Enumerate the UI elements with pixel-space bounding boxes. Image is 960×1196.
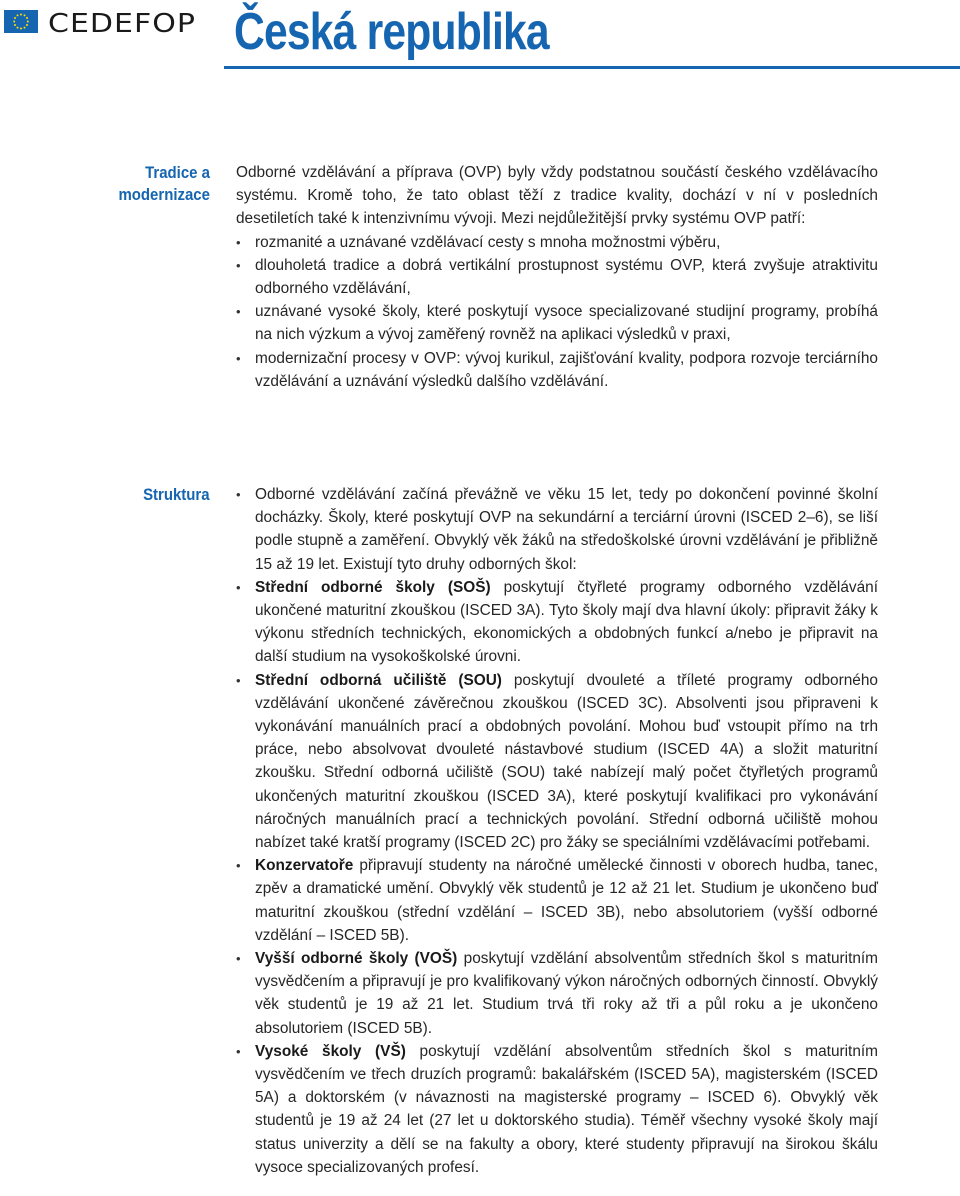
list-item: • dlouholetá tradice a dobrá vertikální prostupnost systému OVP, která zvyšuje atraktivitu odborného vzdělávání, [236,254,878,300]
list-item: • uznávané vysoké školy, které poskytují vysoce specializované studijní programy, probíhá na nich výzkum a vývoj zaměřený rovněž na aplikaci výsledků v praxi, [236,300,878,346]
page-title: Česká republika [234,3,549,61]
list-item: • Odborné vzdělávání začíná převážně ve věku 15 let, tedy po dokončení povinné školní docházky. Školy, které poskytují OVP na sekundární a terciární úrovni (ISCED 2–6), se liší podle stupně a zaměření. Obvyklý věk žáků na středoškolské úrovni vzdělávání je přibližně 15 až 19 let. Existují tyto druhy odborných škol: [236,483,878,576]
section-label-struktura: Struktura [143,485,210,504]
list-item: • Vyšší odborné školy (VOŠ) poskytují vzdělání absolventům středních škol s maturitním vysvědčením a připravují je pro kvalifikovaný výkon náročných odborných činností. Obvyklý věk studentů je 19 až 21 let. Studium trvá tři roky až tři a půl roku a je ukončeno absolutoriem (ISCED 5B). [236,947,878,1040]
list-item: • rozmanité a uznávané vzdělávací cesty s mnoha možnostmi výběru, [236,231,878,254]
list-item: • Vysoké školy (VŠ) poskytují vzdělání absolventům středních škol s maturitním vysvědčením ve třech druzích programů: bakalářském (ISCED 5A), magisterském (ISCED 5A) a doktorském (v návaznosti na magisterské programy – ISCED 6). Obvyklý věk studentů je 19 až 24 let (27 let u doktorského studia). Téměř všechny vysoké školy mají status univerzity a dělí se na fakulty a obory, které studenty připravují na širokou škálu vysoce specializovaných profesí. [236,1040,878,1179]
feature-list [236,231,878,393]
section-struktura-content [236,483,878,1179]
list-item: • Střední odborné školy (SOŠ) poskytují čtyřleté programy odborného vzdělávání ukončené maturitní zkouškou (ISCED 3A). Tyto školy mají dva hlavní úkoly: připravit žáky k výkonu středních technických, ekonomických a obdobných funkcí a/nebo je připravit na další studium na vysokoškolské úrovni. [236,576,878,669]
cedefop-logo: CEDEFOP [48,9,196,39]
list-item: • Konzervatoře připravují studenty na náročné umělecké činnosti v oborech hudba, tanec, zpěv a dramatické umění. Obvyklý věk studentů je 12 až 21 let. Studium je ukončeno buď maturitní zkouškou (střední vzdělání – ISCED 3B), nebo absolutoriem (vyšší odborné vzdělání – ISCED 5B). [236,854,878,947]
intro-paragraph: Odborné vzdělávání a příprava (OVP) byly vždy podstatnou součástí českého vzdělávacího systému. Kromě toho, že tato oblast těží z tradice kvality, dochází v ní v posledních desetiletích také k intenzivnímu vývoji. Mezi nejdůležitější prvky systému OVP patří: [236,164,878,228]
list-item: • Střední odborná učiliště (SOU) poskytují dvouleté a tříleté programy odborného vzdělávání ukončené závěrečnou zkouškou (ISCED 3C). Absolventi jsou připraveni k vykonávání manuálních prací a obdobných povolání. Mohou buď vstoupit přímo na trh práce, nebo absolvovat dvouleté nástavbové studium (ISCED 4A) a složit maturitní zkoušku. Střední odborná učiliště (SOU) také nabízejí malý počet čtyřletých programů ukončených maturitní zkouškou (ISCED 3A), které poskytují kvalifikaci pro vykonávání náročných manuálních prací a technických povolání. Střední odborná učiliště mohou nabízet také kratší programy (ISCED 2C) pro žáky se speciálními vzdělávacími potřebami. [236,669,878,855]
section-label-tradice: Tradice a modernizace [118,163,210,204]
list-item: • modernizační procesy v OVP: vývoj kurikul, zajišťování kvality, podpora rozvoje terciárního vzdělávání a uznávání výsledků dalšího vzdělávání. [236,347,878,393]
section-tradice-content [236,161,878,393]
school-types-list [236,483,878,1179]
eu-flag-icon [4,10,38,33]
page-header [0,0,960,66]
